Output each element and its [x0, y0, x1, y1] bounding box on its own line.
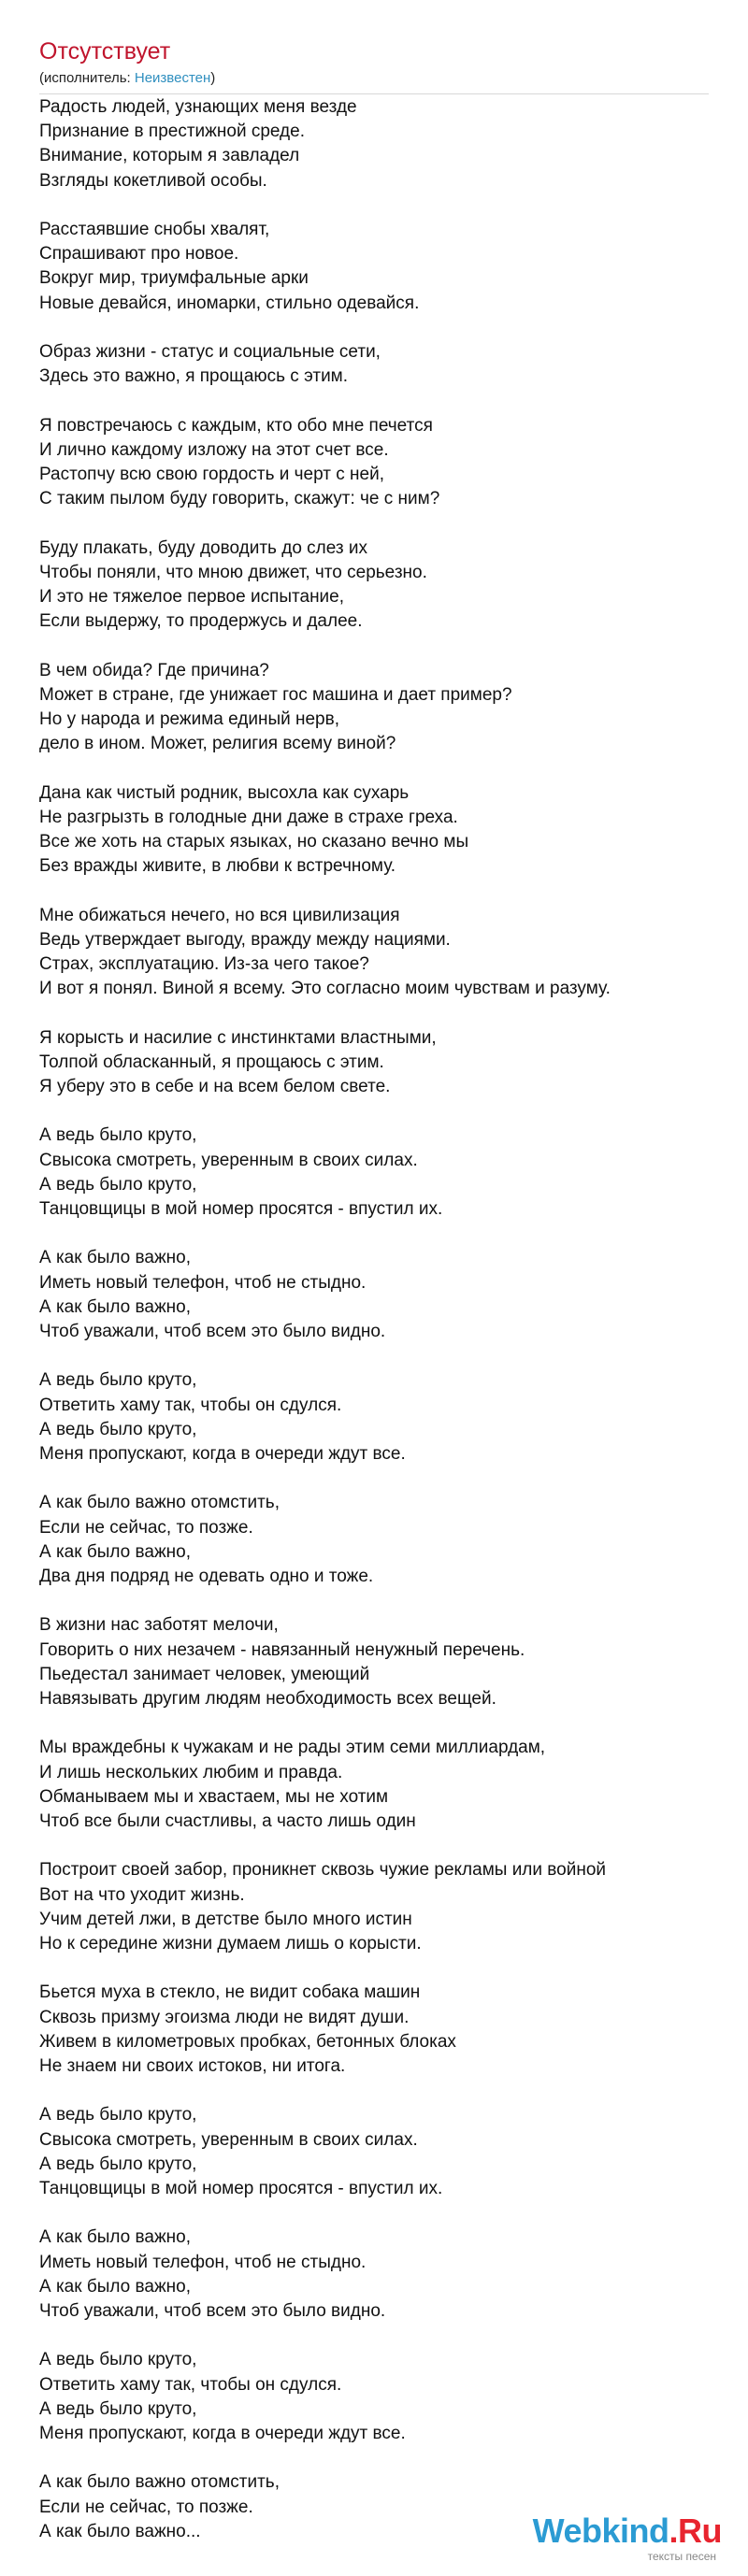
lyrics-line: А ведь было круто, [39, 1419, 197, 1439]
lyrics-line: Два дня подряд не одевать одно и тоже. [39, 1567, 374, 1586]
lyrics-stanza [39, 781, 709, 880]
lyrics-line: Чтоб все были счастливы, а часто лишь один [39, 1811, 416, 1831]
lyrics-line: Сквозь призму эгоизма люди не видят души. [39, 2007, 410, 2027]
lyrics-stanza [39, 1026, 709, 1100]
lyrics-line: А ведь было круто, [39, 2154, 197, 2174]
lyrics-stanza [39, 340, 709, 389]
lyrics-line: Образ жизни - статус и социальные сети, [39, 342, 381, 362]
lyrics-line: Учим детей лжи, в детстве было много истин [39, 1909, 412, 1929]
lyrics-line: Чтобы поняли, что мною движет, что серьезно. [39, 562, 427, 582]
lyrics-line: Меня пропускают, когда в очереди ждут все. [39, 1444, 406, 1464]
lyrics-line: Все же хоть на старых языках, но сказано вечно мы [39, 832, 469, 852]
lyrics-line: А ведь было круто, [39, 2350, 197, 2370]
lyrics-line: Если не сейчас, то позже. [39, 1517, 253, 1538]
lyrics-line: Меня пропускают, когда в очереди ждут все. [39, 2424, 406, 2443]
lyrics-line: Я уберу это в себе и на всем белом свете. [39, 1077, 391, 1096]
lyrics-line: Взгляды кокетливой особы. [39, 170, 267, 191]
lyrics-line: А как было важно, [39, 1296, 192, 1317]
lyrics-stanza [39, 2348, 709, 2446]
lyrics-line: А ведь было круто, [39, 1125, 197, 1146]
lyrics-line: Здесь это важно, я прощаюсь с этим. [39, 366, 349, 387]
artist-suffix: ) [210, 70, 216, 86]
lyrics-line: А как было важно... [39, 2521, 201, 2541]
lyrics-stanza [39, 904, 709, 1002]
artist-line [39, 69, 709, 94]
logo-kind: kind [601, 2512, 669, 2550]
lyrics-line: Построит своей забор, проникнет сквозь чужие рекламы или войной [39, 1860, 607, 1881]
lyrics-line: Пьедестал занимает человек, умеющий [39, 1664, 370, 1684]
artist-prefix: (исполнитель: [39, 70, 135, 86]
lyrics-line: Бьется муха в стекло, не видит собака машин [39, 1982, 421, 2003]
lyrics-line: Мы враждебны к чужакам и не рады этим семи миллиардам, [39, 1738, 546, 1758]
lyrics-stanza [39, 2103, 709, 2201]
lyrics-line: Но к середине жизни думаем лишь о корысти. [39, 1934, 422, 1953]
lyrics-line: Вокруг мир, триумфальные арки [39, 268, 309, 289]
lyrics-line: Обманываем мы и хвастаем, мы не хотим [39, 1786, 389, 1807]
lyrics-stanza [39, 414, 709, 512]
lyrics-line: Новые девайся, иномарки, стильно одевайся. [39, 293, 420, 313]
lyrics-stanza [39, 1981, 709, 2079]
lyrics-line: И лично каждому изложу на этот счет все. [39, 439, 389, 460]
lyrics-line: Чтоб уважали, чтоб всем это было видно. [39, 2301, 386, 2321]
lyrics-stanza [39, 95, 709, 193]
lyrics-stanza [39, 1123, 709, 1222]
lyrics-stanza [39, 1736, 709, 1834]
lyrics-line: Говорить о них незачем - навязанный ненужный перечень. [39, 1639, 525, 1660]
lyrics-line: Дана как чистый родник, высохла как сухарь [39, 782, 410, 803]
song-title: Отсутствует [39, 38, 171, 64]
lyrics-line: Буду плакать, буду доводить до слез их [39, 537, 367, 558]
lyrics-line: Без вражды живите, в любви к встречному. [39, 856, 396, 877]
lyrics-line: А как было важно, [39, 2276, 192, 2297]
lyrics-line: Танцовщицы в мой номер просятся - впустил их. [39, 2179, 443, 2198]
lyrics-line: Не разгрызть в голодные дни даже в страхе греха. [39, 807, 458, 827]
lyrics-text [39, 95, 709, 2569]
lyrics-line: Спрашивают про новое. [39, 244, 239, 265]
lyrics-line: И лишь нескольких любим и правда. [39, 1762, 343, 1782]
lyrics-line: Иметь новый телефон, чтоб не стыдно. [39, 1272, 367, 1293]
webkind-logo[interactable] [533, 2514, 722, 2563]
logo-wordmark [533, 2514, 722, 2548]
song-header [39, 37, 709, 94]
lyrics-stanza [39, 1613, 709, 1711]
lyrics-line: Радость людей, узнающих меня везде [39, 97, 357, 117]
lyrics-stanza [39, 218, 709, 316]
lyrics-line: Не знаем ни своих истоков, ни итога. [39, 2056, 346, 2076]
lyrics-line: А ведь было круто, [39, 2105, 197, 2125]
lyrics-line: Но у народа и режима единый нерв, [39, 709, 339, 729]
lyrics-line: Растопчу всю свою гордость и черт с ней, [39, 465, 384, 484]
lyrics-line: Танцовщицы в мой номер просятся - впустил их. [39, 1199, 443, 1219]
lyrics-line: Признание в престижной среде. [39, 122, 305, 142]
lyrics-line: Страх, эксплуатацию. Из-за чего такое? [39, 954, 369, 974]
lyrics-stanza [39, 1368, 709, 1467]
lyrics-line: Навязывать другим людям необходимость всех вещей. [39, 1689, 496, 1709]
lyrics-line: Чтоб уважали, чтоб всем это было видно. [39, 1322, 386, 1341]
lyrics-line: Свысока смотреть, уверенным в своих силах. [39, 1150, 418, 1170]
lyrics-line: Внимание, которым я завладел [39, 146, 300, 166]
lyrics-line: А как было важно отомстить, [39, 1493, 280, 1513]
logo-web: Web [532, 2512, 602, 2550]
lyrics-stanza [39, 1246, 709, 1344]
lyrics-line: В чем обида? Где причина? [39, 660, 269, 680]
lyrics-line: Свысока смотреть, уверенным в своих силах. [39, 2129, 418, 2150]
lyrics-stanza [39, 1858, 709, 1956]
lyrics-line: Толпой обласканный, я прощаюсь с этим. [39, 1052, 384, 1072]
lyrics-line: Ведь утверждает выгоду, вражду между нациями. [39, 929, 451, 950]
lyrics-line: Если не сейчас, то позже. [39, 2497, 253, 2517]
lyrics-line: С таким пылом буду говорить, скажут: че с ним? [39, 489, 440, 509]
lyrics-stanza [39, 659, 709, 757]
lyrics-line: Я корысть и насилие с инстинктами властными, [39, 1027, 437, 1048]
lyrics-line: дело в ином. Может, религия всему виной? [39, 734, 396, 754]
lyrics-stanza [39, 537, 709, 635]
lyrics-line: А ведь было круто, [39, 1370, 197, 1391]
lyrics-line: Я повстречаюсь с каждым, кто обо мне печется [39, 415, 433, 436]
lyrics-line: А ведь было круто, [39, 2398, 197, 2419]
lyrics-line: А как было важно, [39, 1248, 192, 1268]
lyrics-stanza [39, 2225, 709, 2324]
artist-link[interactable]: Неизвестен [134, 70, 211, 86]
lyrics-line: Вот на что уходит жизнь. [39, 1884, 245, 1905]
lyrics-line: А как было важно, [39, 2227, 192, 2248]
lyrics-line: Если выдержу, то продержусь и далее. [39, 611, 363, 632]
lyrics-line: А как было важно отомстить, [39, 2472, 280, 2493]
lyrics-line: И вот я понял. Виной я всему. Это согласно моим чувствам и разуму. [39, 979, 611, 999]
lyrics-line: Мне обижаться нечего, но вся цивилизация [39, 905, 400, 925]
lyrics-line: Может в стране, где унижает гос машина и дает пример? [39, 684, 512, 705]
lyrics-line: Ответить хаму так, чтобы он сдулся. [39, 1395, 342, 1415]
lyrics-line: Ответить хаму так, чтобы он сдулся. [39, 2374, 342, 2395]
lyrics-line: И это не тяжелое первое испытание, [39, 587, 345, 607]
lyrics-line: Живем в километровых пробках, бетонных блоках [39, 2031, 456, 2052]
lyrics-line: В жизни нас заботят мелочи, [39, 1615, 279, 1636]
logo-ru: .Ru [669, 2512, 722, 2550]
lyrics-line: А как было важно, [39, 1541, 192, 1562]
logo-tagline: тексты песен [647, 2550, 716, 2563]
lyrics-line: А ведь было круто, [39, 1174, 197, 1195]
lyrics-line: Расстаявшие снобы хвалят, [39, 220, 270, 239]
lyrics-stanza [39, 1491, 709, 1589]
lyrics-line: Иметь новый телефон, чтоб не стыдно. [39, 2252, 367, 2272]
